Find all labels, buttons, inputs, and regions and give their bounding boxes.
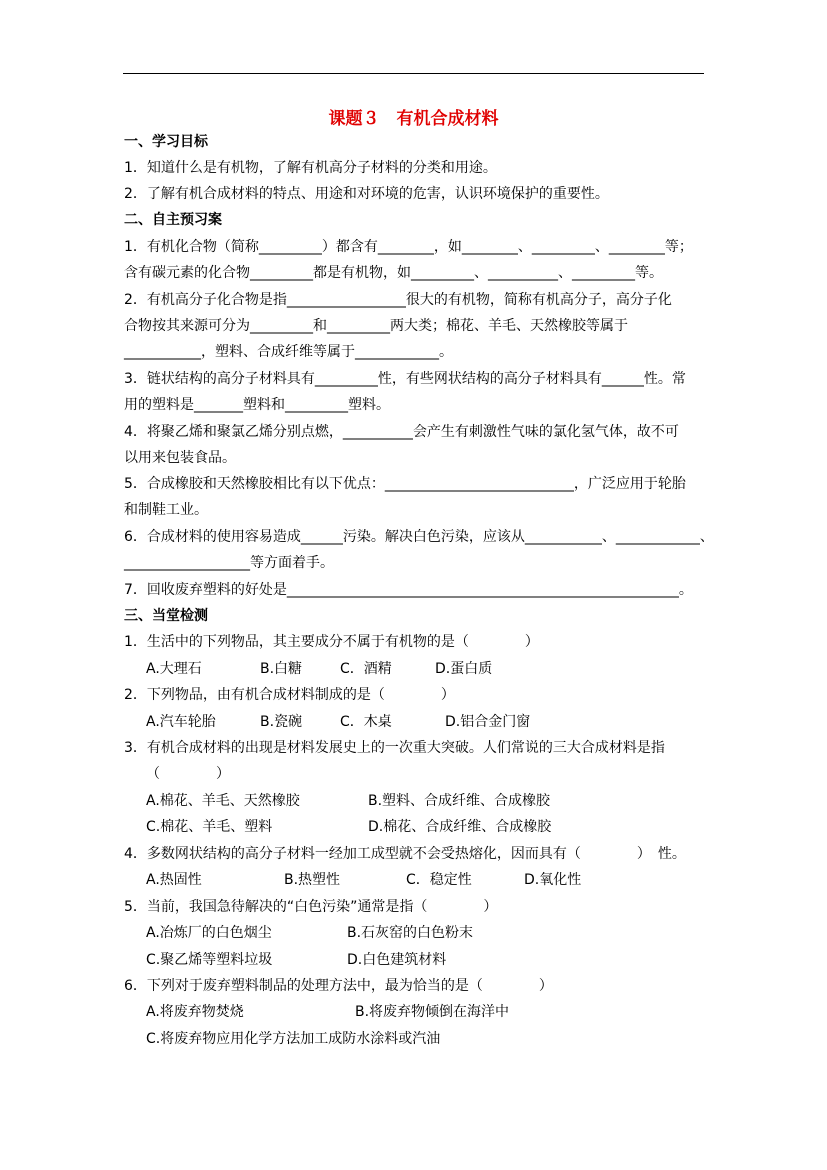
preview-q2-line2: 合物按其来源可分为_________和_________两大类；棉花、羊毛、天然橡胶等属于 [124, 318, 628, 334]
check-q1-option-d: D.蛋白质 [435, 661, 493, 677]
check-q1-option-a: A.大理石 [146, 661, 202, 677]
preview-q1-line1: 1．有机化合物（简称_________）都含有________，如________、_________、________等； [124, 239, 693, 255]
preview-q4-line1: 4．将聚乙烯和聚氯乙烯分别点燃，__________会产生有刺激性气味的氯化氢气体，故不可 [124, 424, 679, 440]
check-q2-option-c: C．木桌 [340, 714, 392, 730]
preview-q5-line1: 5．合成橡胶和天然橡胶相比有以下优点：___________________________，广泛应用于轮胎 [124, 476, 686, 492]
section-heading-goals: 一、学习目标 [124, 134, 208, 150]
check-q3-option-c: C.棉花、羊毛、塑料 [146, 819, 273, 835]
header-rule [123, 73, 704, 74]
check-q3-paren: （ ） [146, 766, 230, 782]
preview-q2-line1: 2．有机高分子化合物是指_________________很大的有机物，简称有机高分子，高分子化 [124, 292, 672, 308]
check-q5-option-d: D.白色建筑材料 [347, 952, 447, 968]
preview-q6-line2: __________________等方面着手。 [124, 555, 334, 571]
check-q5-option-b: B.石灰窑的白色粉末 [347, 925, 474, 941]
check-q3-option-d: D.棉花、合成纤维、合成橡胶 [368, 819, 552, 835]
preview-q3-line2: 用的塑料是_______塑料和_________塑料。 [124, 397, 390, 413]
preview-q2-line3: ___________，塑料、合成纤维等属于____________。 [124, 344, 453, 360]
preview-q6-line1: 6．合成材料的使用容易造成______污染。解决白色污染，应该从___________、____________、 [124, 529, 714, 545]
check-q4-stem: 4．多数网状结构的高分子材料一经加工成型就不会受热熔化，因而具有（ ） 性。 [124, 846, 686, 862]
check-q2-option-a: A.汽车轮胎 [146, 714, 216, 730]
check-q1-stem: 1．生活中的下列物品，其主要成分不属于有机物的是（ ） [124, 634, 539, 650]
check-q5-option-a: A.冶炼厂的白色烟尘 [146, 925, 272, 941]
check-q4-option-a: A.热固性 [146, 872, 202, 888]
check-q5-stem: 5．当前，我国急待解决的“白色污染”通常是指（ ） [124, 899, 498, 915]
check-q5-option-c: C.聚乙烯等塑料垃圾 [146, 952, 273, 968]
goal-1: 1．知道什么是有机物，了解有机高分子材料的分类和用途。 [124, 160, 497, 176]
preview-q7: 7．回收废弃塑料的好处是________________________________________________________。 [124, 582, 693, 598]
check-q2-stem: 2．下列物品，由有机合成材料制成的是（ ） [124, 687, 455, 703]
check-q4-option-d: D.氧化性 [524, 872, 582, 888]
check-q3-option-b: B.塑料、合成纤维、合成橡胶 [368, 793, 551, 809]
check-q1-option-b: B.白糖 [260, 661, 303, 677]
check-q3-stem: 3．有机合成材料的出现是材料发展史上的一次重大突破。人们常说的三大合成材料是指 [124, 740, 665, 756]
check-q6-option-a: A.将废弃物焚烧 [146, 1004, 244, 1020]
check-q6-stem: 6．下列对于废弃塑料制品的处理方法中，最为恰当的是（ ） [124, 978, 553, 994]
check-q3-option-a: A.棉花、羊毛、天然橡胶 [146, 793, 300, 809]
check-q4-option-c: C．稳定性 [406, 872, 472, 888]
page-title: 课题３ 有机合成材料 [328, 109, 499, 129]
preview-q4-line2: 以用来包装食品。 [124, 450, 236, 466]
section-heading-check: 三、当堂检测 [124, 608, 208, 624]
check-q6-option-c: C.将废弃物应用化学方法加工成防水涂料或汽油 [146, 1031, 441, 1047]
preview-q1-line2: 含有碳元素的化合物_________都是有机物，如_________、__________、_________等。 [124, 265, 663, 281]
check-q1-option-c: C．酒精 [340, 661, 392, 677]
check-q2-option-b: B.瓷碗 [260, 714, 303, 730]
check-q4-option-b: B.热塑性 [284, 872, 341, 888]
preview-q5-line2: 和制鞋工业。 [124, 502, 208, 518]
check-q6-option-b: B.将废弃物倾倒在海洋中 [355, 1004, 510, 1020]
section-heading-preview: 二、自主预习案 [124, 212, 222, 228]
preview-q3-line1: 3．链状结构的高分子材料具有_________性，有些网状结构的高分子材料具有______性。常 [124, 371, 686, 387]
check-q2-option-d: D.铝合金门窗 [445, 714, 531, 730]
goal-2: 2．了解有机合成材料的特点、用途和对环境的危害，认识环境保护的重要性。 [124, 186, 609, 202]
